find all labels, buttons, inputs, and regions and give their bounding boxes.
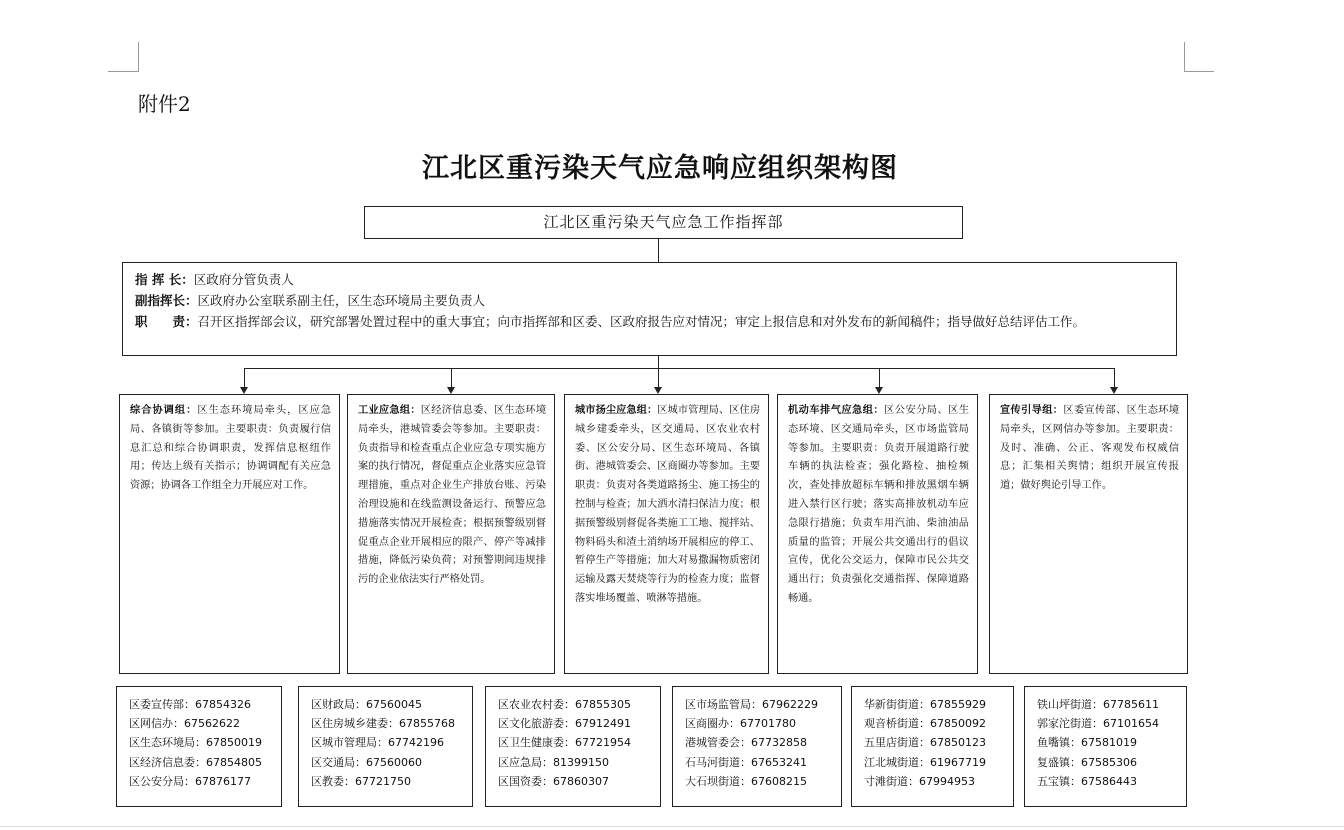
contact-entry: 区农业农村委：67855305 [498, 698, 631, 711]
contact-box-2 [298, 686, 473, 807]
contact-entry: 区公安分局：67876177 [129, 774, 251, 788]
connector-leader-down [658, 356, 659, 368]
duty-label: 职 责： [135, 314, 198, 329]
contact-box-1 [116, 686, 282, 807]
connector-hq-leader [658, 239, 659, 262]
group-publicity-guidance [989, 394, 1188, 674]
connector-group-5 [1114, 368, 1115, 387]
deputy-value: 区政府办公室联系副主任，区生态环境局主要负责人 [197, 293, 486, 308]
commander-row [135, 269, 1164, 290]
contact-entry: 区卫生健康委：67721954 [498, 736, 631, 750]
deputy-row [135, 290, 1164, 311]
contact-entry: 区城市管理局：67742196 [311, 736, 444, 750]
leadership-box [122, 262, 1177, 356]
contact-entry: 区国资委：67860307 [498, 774, 609, 788]
contact-entry: 寸滩街道：67994953 [864, 774, 975, 788]
contact-box-5 [851, 686, 1014, 807]
duty-row [135, 311, 1164, 332]
page-bottom-edge [0, 826, 1344, 827]
connector-group-3 [658, 368, 659, 387]
contact-entry: 铁山坪街道：67785611 [1037, 698, 1159, 711]
group-description: 区城市管理局、区住房城乡建委牵头，区交通局、区农业农村委、区公安分局、区生态环境局、各镇街、港城管委会、区商圈办等参加。主要职责：负责对各类道路扬尘、施工扬尘的控制与检查；加大洒水清扫保洁力度；根据预警级别督促各类施工工地、搅拌站、物料码头和渣土消纳场开展相应的停工、暂停生产等措施；加大对易撒漏物质密闭运输及露天焚烧等行为的检查力度；监督落实堆场覆盖、喷淋等措施。 [575, 405, 760, 604]
contact-entry: 观音桥街道：67850092 [864, 717, 986, 731]
arrow-group-1 [240, 387, 248, 394]
duty-value: 召开区指挥部会议，研究部署处置过程中的重大事宜；向市指挥部和区委、区政府报告应对情况；审定上报信息和对外发布的新闻稿件；指导做好总结评估工作。 [197, 314, 1086, 329]
group-name: 宣传引导组： [1000, 405, 1064, 416]
contact-entry: 江北城街道：61967719 [864, 755, 986, 769]
contact-entry: 区文化旅游委：67912491 [498, 717, 631, 731]
commander-value: 区政府分管负责人 [193, 272, 294, 287]
contact-entry: 区网信办：67562622 [129, 717, 240, 731]
contact-entry: 区交通局：67560060 [311, 755, 422, 769]
group-name: 综合协调组： [130, 405, 198, 416]
group-name: 城市扬尘应急组： [575, 405, 658, 416]
contact-entry: 区经济信息委：67854805 [129, 755, 262, 769]
contact-box-4 [672, 686, 842, 807]
group-name: 工业应急组： [358, 405, 421, 416]
connector-group-1 [244, 368, 245, 387]
group-description: 区经济信息委、区生态环境局牵头，港城管委会等参加。主要职责：负责指导和检查重点企业应急专项实施方案的执行情况，督促重点企业落实应急管理措施，重点对企业生产排放台账、污染治理设施和在线监测设备运行、预警应急措施落实情况开展检查；根据预警级别督促重点企业开展相应的限产、停产等减排措施，降低污染负荷；对预警期间违规排污的企业依法实行严格处罚。 [358, 405, 547, 586]
contact-entry: 复盛镇：67585306 [1037, 755, 1137, 769]
contact-entry: 郭家沱街道：67101654 [1037, 717, 1159, 731]
arrow-group-5 [1110, 387, 1118, 394]
connector-group-4 [879, 368, 880, 387]
arrow-group-3 [654, 387, 662, 394]
connector-group-2 [451, 368, 452, 387]
group-description: 区公安分局、区生态环境、区交通局牵头，区市场监管局等参加。主要职责：负责开展道路行驶车辆的执法检查；强化路检、抽检频次，查处排放超标车辆和排放黑烟车辆进入禁行区行驶；落实高排放机动车应急限行措施；负责车用汽油、柴油油品质量的监管；开展公共交通出行的倡议宣传，优化公交运力，保障市民公共交通出行；负责强化交通指挥、保障道路畅通。 [788, 405, 970, 604]
contact-entry: 区生态环境局：67850019 [129, 736, 262, 750]
contact-entry: 区委宣传部：67854326 [129, 698, 251, 711]
contact-box-6 [1024, 686, 1187, 807]
contact-entry: 鱼嘴镇：67581019 [1037, 736, 1137, 750]
group-industrial-emergency [347, 394, 555, 674]
contact-entry: 区住房城乡建委：67855768 [311, 717, 455, 731]
group-name: 机动车排气应急组： [788, 405, 885, 416]
contact-box-3 [485, 686, 661, 807]
document-title: 江北区重污染天气应急响应组织架构图 [422, 153, 898, 184]
group-description: 区生态环境局牵头，区应急局、各镇街等参加。主要职责：负责履行信息汇总和综合协调职责，发挥信息枢纽作用；传达上级有关指示；协调调配有关应急资源；协调各工作组全力开展应对工作。 [130, 405, 332, 492]
contact-entry: 华新街街道：67855929 [864, 698, 986, 711]
contact-entry: 区商圈办：67701780 [685, 717, 796, 731]
contact-entry: 区应急局：81399150 [498, 755, 609, 769]
group-description: 区委宣传部、区生态环境局牵头，区网信办等参加。主要职责：及时、准确、公正、客观发布权威信息；汇集相关舆情；组织开展宣传报道；做好舆论引导工作。 [1000, 405, 1180, 492]
commander-label: 指 挥 长： [135, 272, 194, 287]
contact-entry: 区市场监管局：67962229 [685, 698, 818, 711]
group-comprehensive-coordination [119, 394, 340, 674]
connector-horizontal [244, 368, 1115, 369]
contact-entry: 区财政局：67560045 [311, 698, 422, 711]
headquarters-box: 江北区重污染天气应急工作指挥部 [364, 206, 963, 239]
contact-entry: 五宝镇：67586443 [1037, 774, 1137, 788]
arrow-group-4 [875, 387, 883, 394]
group-urban-dust-emergency [564, 394, 769, 674]
contact-entry: 五里店街道：67850123 [864, 736, 986, 750]
deputy-label: 副指挥长： [135, 293, 198, 308]
arrow-group-2 [447, 387, 455, 394]
contact-entry: 大石坝街道：67608215 [685, 774, 807, 788]
contact-entry: 港城管委会：67732858 [685, 736, 807, 750]
corner-mark-top-left [108, 42, 139, 72]
corner-mark-top-right [1184, 42, 1214, 72]
contact-entry: 区教委：67721750 [311, 774, 411, 788]
contact-entry: 石马河街道：67653241 [685, 755, 807, 769]
group-vehicle-exhaust-emergency [777, 394, 978, 674]
attachment-label: 附件2 [138, 92, 191, 116]
